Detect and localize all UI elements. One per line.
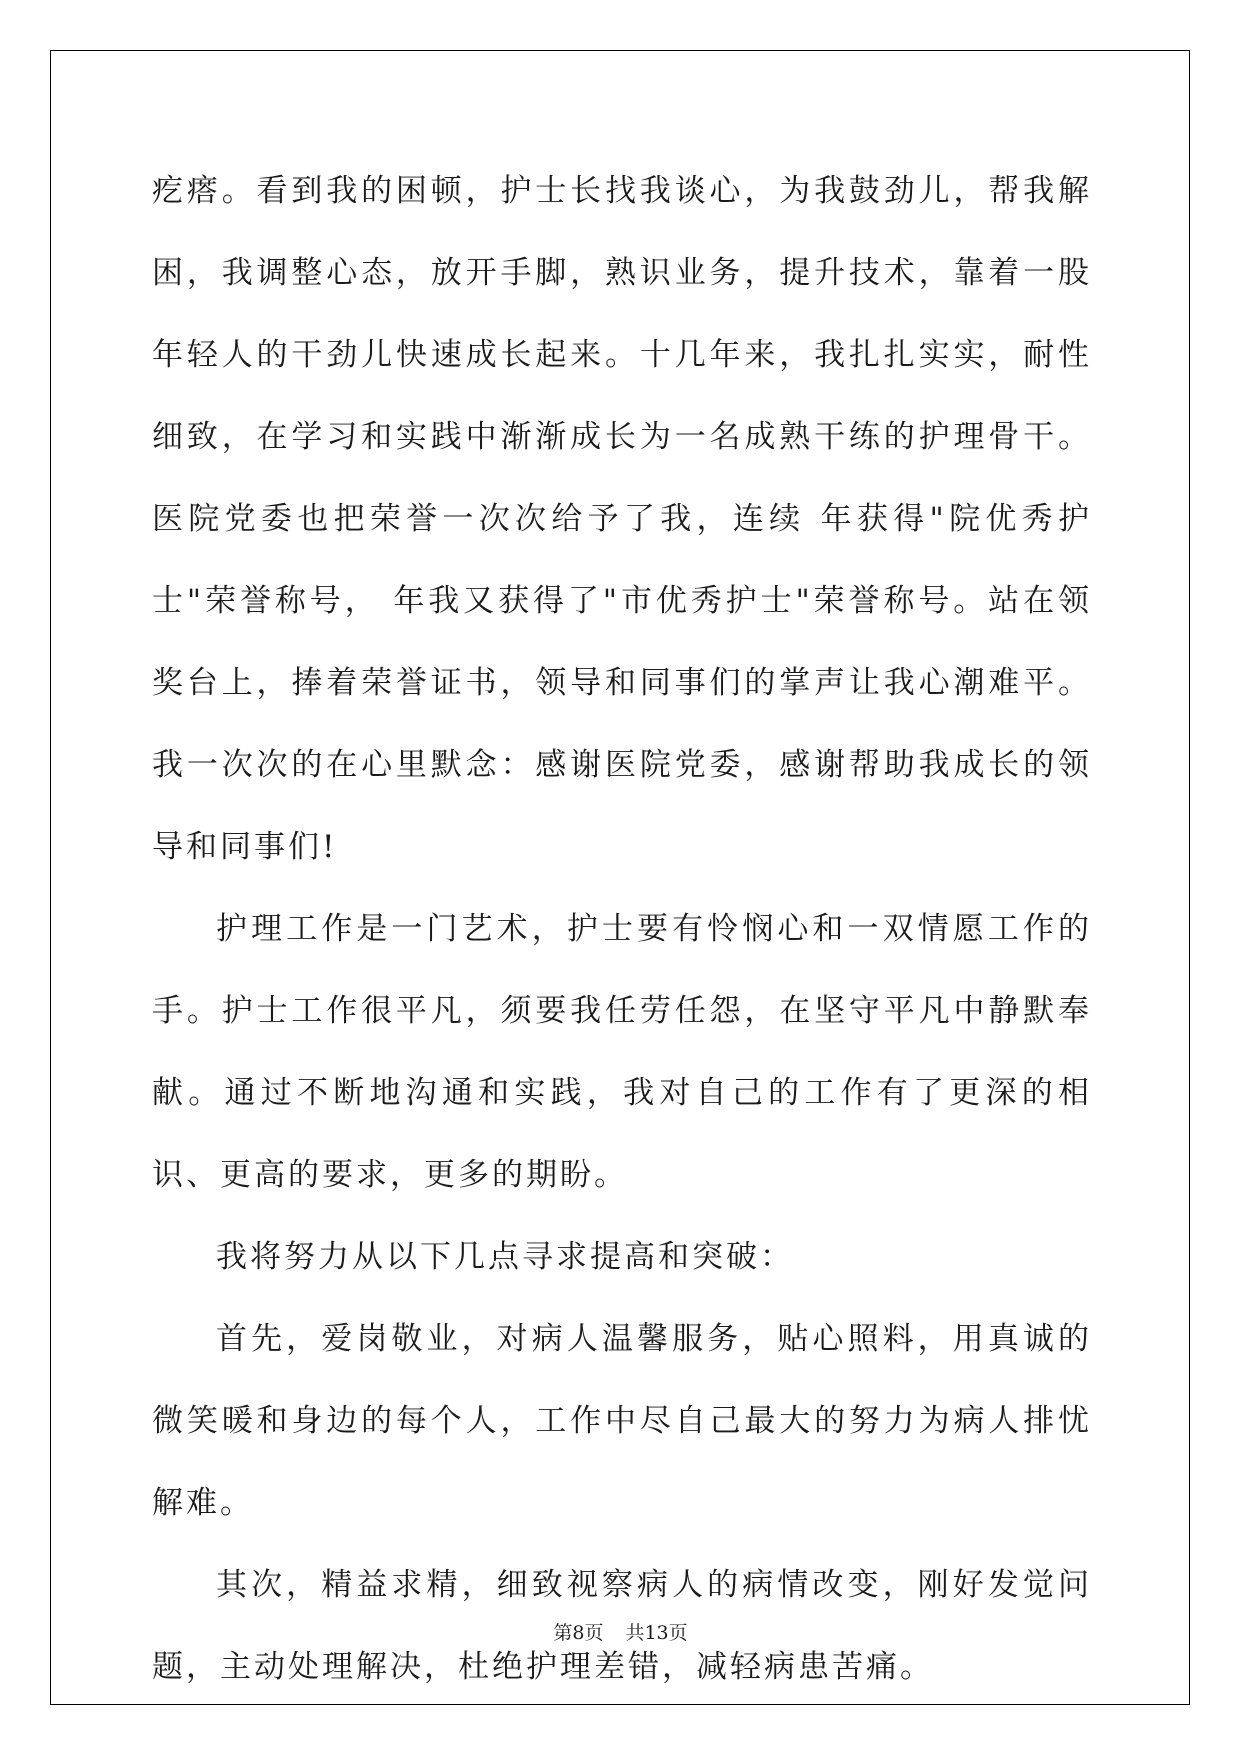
paragraph: 我将努力从以下几点寻求提高和突破： <box>216 1239 794 1275</box>
paragraph: 其次，精益求精，细致视察病人的病情改变，刚好发觉问题，主动处理解决，杜绝护理差错，减轻病患苦痛。 <box>152 1567 1092 1685</box>
document-body <box>152 150 1092 1708</box>
page-number: 第8页 <box>553 1622 604 1644</box>
page-total: 共13页 <box>625 1622 688 1644</box>
paragraph: 首先，爱岗敬业，对病人温馨服务，贴心照料，用真诚的微笑暖和身边的每个人，工作中尽自己最大的努力为病人排忧解难。 <box>152 1321 1092 1521</box>
page-footer <box>0 1618 1241 1645</box>
paragraph: 疙瘩。看到我的困顿，护士长找我谈心，为我鼓劲儿，帮我解困，我调整心态，放开手脚，熟识业务，提升技术，靠着一股年轻人的干劲儿快速成长起来。十几年来，我扎扎实实，耐性细致，在学习和实践中渐渐成长为一名成熟干练的护理骨干。医院党委也把荣誉一次次给予了我，连续 年获得"院优秀护士"荣誉称号， 年我又获得了"市优秀护士"荣誉称号。站在领奖台上，捧着荣誉证书，领导和同事们的掌声让我心潮难平。我一次次的在心里默念：感谢医院党委，感谢帮助我成长的领导和同事们! <box>152 173 1092 865</box>
paragraph: 护理工作是一门艺术，护士要有怜悯心和一双情愿工作的手。护士工作很平凡，须要我任劳任怨，在坚守平凡中静默奉献。通过不断地沟通和实践，我对自己的工作有了更深的相识、更高的要求，更多的期盼。 <box>152 911 1092 1193</box>
